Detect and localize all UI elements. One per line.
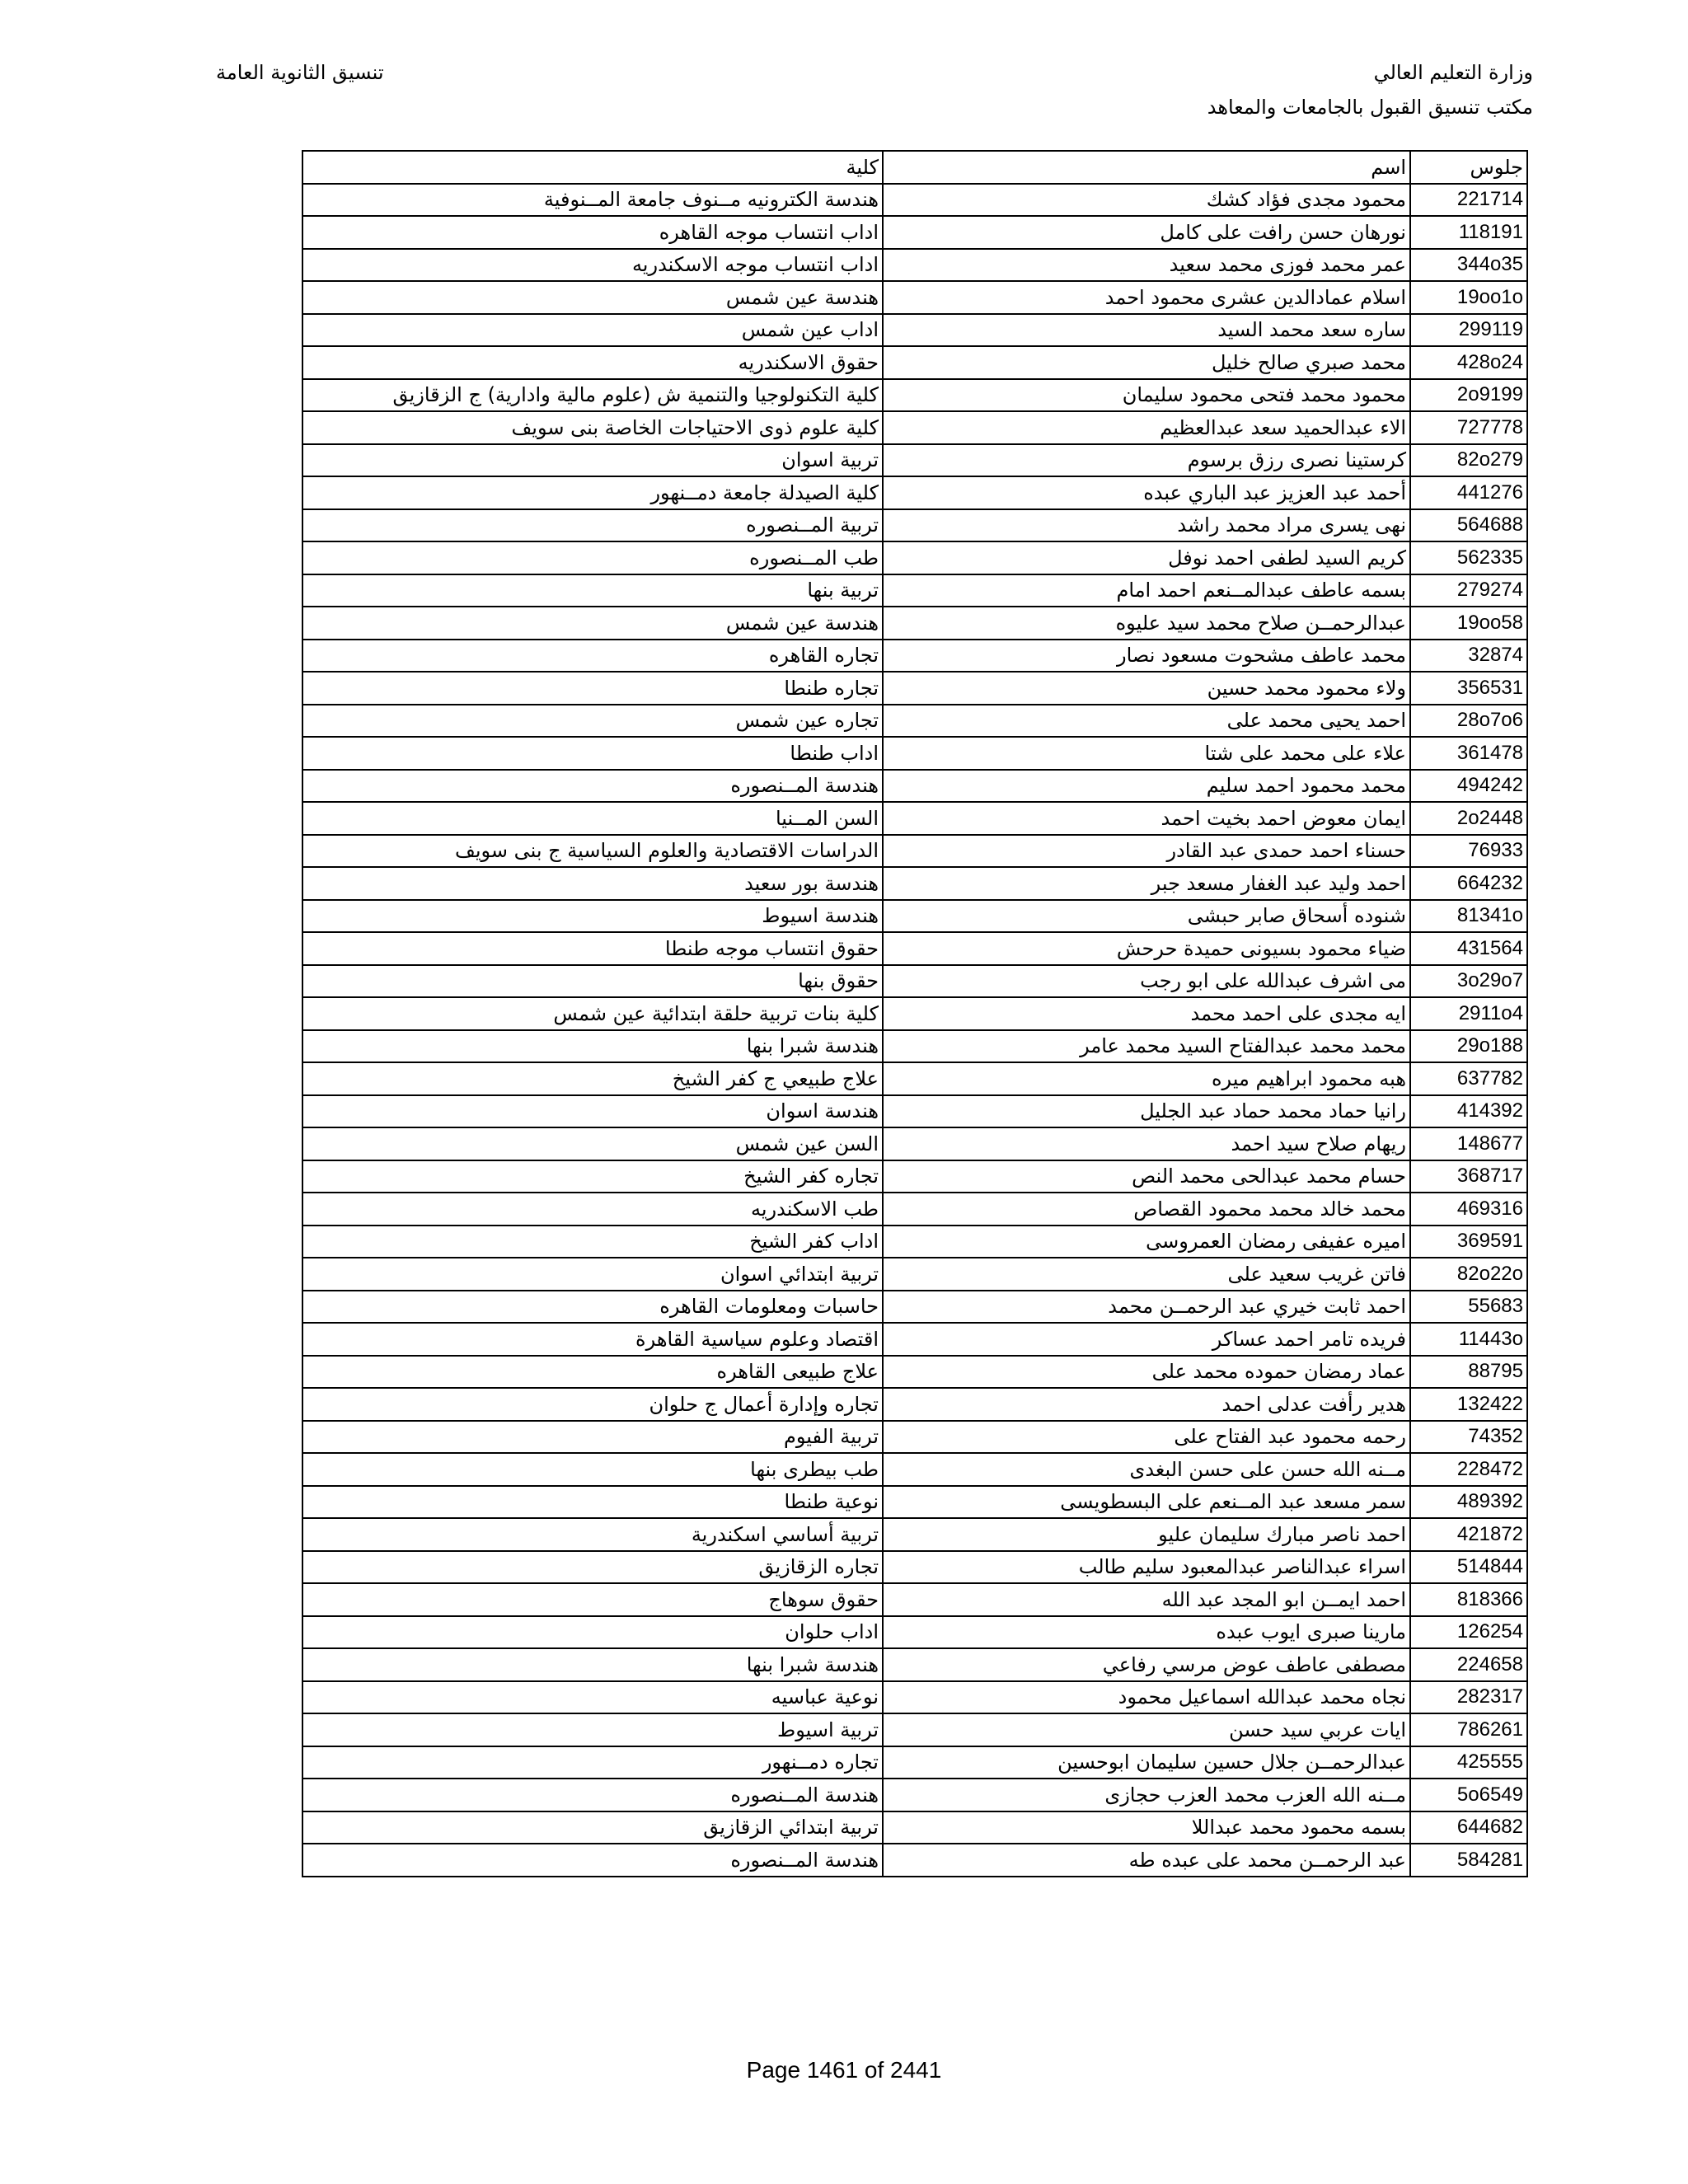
name-cell: سمر مسعد عبد المــنعم على البسطويسى — [883, 1486, 1410, 1519]
table-row — [302, 1486, 1527, 1519]
name-cell: مــنه الله حسن على حسن البغدى — [883, 1453, 1410, 1486]
seat-cell: 441276 — [1410, 476, 1527, 509]
seat-cell: 118191 — [1410, 216, 1527, 249]
table-row — [302, 607, 1527, 640]
college-cell: كلية بنات تربية حلقة ابتدائية عين شمس — [302, 997, 883, 1030]
seat-cell: 126254 — [1410, 1616, 1527, 1649]
seat-cell: 148677 — [1410, 1127, 1527, 1160]
college-cell: تجاره الزقازيق — [302, 1551, 883, 1584]
college-cell: طب المــنصوره — [302, 541, 883, 574]
name-cell: عمر محمد فوزى محمد سعيد — [883, 249, 1410, 282]
table-row — [302, 640, 1527, 673]
college-cell: اداب عين شمس — [302, 314, 883, 347]
seat-cell: 5o6549 — [1410, 1779, 1527, 1811]
seat-cell: 29o188 — [1410, 1030, 1527, 1063]
name-cell: بسمه عاطف عبدالمــنعم احمد امام — [883, 574, 1410, 607]
table-row — [302, 737, 1527, 770]
seat-cell: 368717 — [1410, 1160, 1527, 1193]
name-cell: نورهان حسن رافت على كامل — [883, 216, 1410, 249]
name-cell: محمد صبري صالح خليل — [883, 346, 1410, 379]
name-cell: نجاه محمد عبدالله اسماعيل محمود — [883, 1681, 1410, 1714]
table-row — [302, 379, 1527, 412]
name-cell: محمد عاطف مشحوت مسعود نصار — [883, 640, 1410, 673]
seat-cell: 361478 — [1410, 737, 1527, 770]
college-cell: نوعية طنطا — [302, 1486, 883, 1519]
table-row — [302, 476, 1527, 509]
college-cell: علاج طبيعي ج كفر الشيخ — [302, 1062, 883, 1095]
college-cell: حقوق بنها — [302, 965, 883, 998]
table-row — [302, 867, 1527, 900]
ministry-title: وزارة التعليم العالي — [1373, 61, 1533, 84]
seat-cell: 421872 — [1410, 1518, 1527, 1551]
seat-cell: 228472 — [1410, 1453, 1527, 1486]
college-cell: اداب حلوان — [302, 1616, 883, 1649]
name-cell: حسناء احمد حمدى عبد القادر — [883, 835, 1410, 868]
college-cell: كلية علوم ذوى الاحتياجات الخاصة بنى سويف — [302, 411, 883, 444]
coordination-title: تنسيق الثانوية العامة — [216, 61, 384, 84]
seat-cell: 82o22o — [1410, 1258, 1527, 1291]
table-row — [302, 705, 1527, 738]
seat-cell: 425555 — [1410, 1746, 1527, 1779]
name-cell: فاتن غريب سعيد على — [883, 1258, 1410, 1291]
table-row — [302, 1518, 1527, 1551]
seat-cell: 88795 — [1410, 1356, 1527, 1389]
name-cell: ايه مجدى على احمد محمد — [883, 997, 1410, 1030]
name-cell: ايات عربي سيد حسن — [883, 1713, 1410, 1746]
college-cell: السن المــنيا — [302, 802, 883, 835]
name-column-header: اسم — [883, 151, 1410, 184]
name-cell: اسلام عمادالدين عشرى محمود احمد — [883, 281, 1410, 314]
seat-cell: 279274 — [1410, 574, 1527, 607]
college-cell: حقوق انتساب موجه طنطا — [302, 932, 883, 965]
table-row — [302, 249, 1527, 282]
seat-cell: 469316 — [1410, 1193, 1527, 1226]
name-cell: كرستينا نصرى رزق برسوم — [883, 444, 1410, 477]
table-row — [302, 1160, 1527, 1193]
table-row — [302, 1583, 1527, 1616]
table-row — [302, 1226, 1527, 1258]
seat-cell: 664232 — [1410, 867, 1527, 900]
seat-cell: 2o9199 — [1410, 379, 1527, 412]
name-cell: احمد وليد عبد الغفار مسعد جبر — [883, 867, 1410, 900]
office-title: مكتب تنسيق القبول بالجامعات والمعاهد — [1207, 96, 1533, 119]
seat-cell: 32874 — [1410, 640, 1527, 673]
admissions-table — [302, 150, 1528, 1877]
name-cell: ايمان معوض احمد بخيت احمد — [883, 802, 1410, 835]
seat-cell: 28o7o6 — [1410, 705, 1527, 738]
name-cell: اسراء عبدالناصر عبدالمعبود سليم طالب — [883, 1551, 1410, 1584]
table-row — [302, 802, 1527, 835]
seat-cell: 644682 — [1410, 1811, 1527, 1844]
seat-cell: 2911o4 — [1410, 997, 1527, 1030]
name-cell: ريهام صلاح سيد احمد — [883, 1127, 1410, 1160]
college-cell: هندسة عين شمس — [302, 607, 883, 640]
page-number: Page 1461 of 2441 — [746, 2057, 942, 2083]
college-cell: تجاره القاهره — [302, 640, 883, 673]
college-cell: تجاره دمــنهور — [302, 1746, 883, 1779]
table-row — [302, 900, 1527, 933]
seat-cell: 414392 — [1410, 1095, 1527, 1128]
college-cell: اداب انتساب موجه القاهره — [302, 216, 883, 249]
name-cell: بسمه محمود محمد عبداللا — [883, 1811, 1410, 1844]
seat-cell: 489392 — [1410, 1486, 1527, 1519]
name-cell: أحمد عبد العزيز عبد الباري عبده — [883, 476, 1410, 509]
table-row — [302, 1681, 1527, 1714]
college-cell: تربية الفيوم — [302, 1421, 883, 1454]
name-cell: عبدالرحمــن جلال حسين سليمان ابوحسين — [883, 1746, 1410, 1779]
seat-cell: 514844 — [1410, 1551, 1527, 1584]
college-cell: تجاره كفر الشيخ — [302, 1160, 883, 1193]
college-cell: طب الاسكندريه — [302, 1193, 883, 1226]
college-cell: حقوق الاسكندريه — [302, 346, 883, 379]
seat-cell: 81341o — [1410, 900, 1527, 933]
table-row — [302, 1844, 1527, 1877]
table-row — [302, 574, 1527, 607]
college-cell: هندسة اسوان — [302, 1095, 883, 1128]
table-row — [302, 184, 1527, 217]
seat-cell: 818366 — [1410, 1583, 1527, 1616]
table-row — [302, 314, 1527, 347]
seat-cell: 584281 — [1410, 1844, 1527, 1877]
table-row — [302, 1356, 1527, 1389]
seat-cell: 132422 — [1410, 1388, 1527, 1421]
table-row — [302, 965, 1527, 998]
table-row — [302, 1388, 1527, 1421]
seat-cell: 19oo58 — [1410, 607, 1527, 640]
name-cell: احمد ناصر مبارك سليمان عليو — [883, 1518, 1410, 1551]
seat-cell: 2o2448 — [1410, 802, 1527, 835]
table-row — [302, 1746, 1527, 1779]
table-header-row — [302, 151, 1527, 184]
name-cell: محمد خالد محمد محمود القصاص — [883, 1193, 1410, 1226]
college-cell: نوعية عباسيه — [302, 1681, 883, 1714]
name-cell: عبد الرحمــن محمد على عبده طه — [883, 1844, 1410, 1877]
name-cell: ضياء محمود بسيونى حميدة حرحش — [883, 932, 1410, 965]
college-cell: كلية التكنولوجيا والتنمية ش (علوم مالية وادارية) ج الزقازيق — [302, 379, 883, 412]
seat-cell: 494242 — [1410, 770, 1527, 803]
name-cell: مــنه الله العزب محمد العزب حجازى — [883, 1779, 1410, 1811]
name-cell: الاء عبدالحميد سعد عبدالعظيم — [883, 411, 1410, 444]
name-cell: محمود مجدى فؤاد كشك — [883, 184, 1410, 217]
table-row — [302, 444, 1527, 477]
name-cell: محمد محمود احمد سليم — [883, 770, 1410, 803]
college-cell: تربية اسوان — [302, 444, 883, 477]
college-cell: تربية ابتدائي اسوان — [302, 1258, 883, 1291]
college-cell: هندسة عين شمس — [302, 281, 883, 314]
table-row — [302, 346, 1527, 379]
table-row — [302, 835, 1527, 868]
college-cell: تجاره وإدارة أعمال ج حلوان — [302, 1388, 883, 1421]
name-cell: مارينا صبرى ايوب عبده — [883, 1616, 1410, 1649]
name-cell: علاء على محمد على شتا — [883, 737, 1410, 770]
table-row — [302, 1127, 1527, 1160]
table-row — [302, 1062, 1527, 1095]
name-cell: كريم السيد لطفى احمد نوفل — [883, 541, 1410, 574]
college-cell: تربية ابتدائي الزقازيق — [302, 1811, 883, 1844]
seat-cell: 55683 — [1410, 1291, 1527, 1324]
table-row — [302, 770, 1527, 803]
name-cell: هدير رأفت عدلى احمد — [883, 1388, 1410, 1421]
college-cell: تربية بنها — [302, 574, 883, 607]
college-cell: هندسة شبرا بنها — [302, 1648, 883, 1681]
college-cell: تربية المــنصوره — [302, 509, 883, 542]
table-row — [302, 1323, 1527, 1356]
seat-cell: 82o279 — [1410, 444, 1527, 477]
seat-cell: 431564 — [1410, 932, 1527, 965]
college-cell: هندسة المــنصوره — [302, 770, 883, 803]
college-cell: هندسة بور سعيد — [302, 867, 883, 900]
college-cell: علاج طبيعى القاهره — [302, 1356, 883, 1389]
table-row — [302, 1551, 1527, 1584]
seat-cell: 299119 — [1410, 314, 1527, 347]
table-row — [302, 1616, 1527, 1649]
name-cell: اميره عفيفى رمضان العمروسى — [883, 1226, 1410, 1258]
seat-cell: 637782 — [1410, 1062, 1527, 1095]
college-cell: هندسة شبرا بنها — [302, 1030, 883, 1063]
college-cell: حقوق سوهاج — [302, 1583, 883, 1616]
name-cell: عماد رمضان حموده محمد على — [883, 1356, 1410, 1389]
name-cell: ساره سعد محمد السيد — [883, 314, 1410, 347]
name-cell: احمد يحيى محمد على — [883, 705, 1410, 738]
seat-cell: 3o29o7 — [1410, 965, 1527, 998]
table-row — [302, 997, 1527, 1030]
seat-cell: 11443o — [1410, 1323, 1527, 1356]
college-cell: كلية الصيدلة جامعة دمــنهور — [302, 476, 883, 509]
name-cell: محمد محمد عبدالفتاح السيد محمد عامر — [883, 1030, 1410, 1063]
name-cell: هبه محمود ابراهيم ميره — [883, 1062, 1410, 1095]
table-row — [302, 411, 1527, 444]
seat-cell: 344o35 — [1410, 249, 1527, 282]
name-cell: محمود محمد فتحى محمود سليمان — [883, 379, 1410, 412]
name-cell: رحمه محمود عبد الفتاح على — [883, 1421, 1410, 1454]
college-cell: اداب كفر الشيخ — [302, 1226, 883, 1258]
seat-cell: 221714 — [1410, 184, 1527, 217]
table-row — [302, 1095, 1527, 1128]
seat-cell: 74352 — [1410, 1421, 1527, 1454]
college-cell: السن عين شمس — [302, 1127, 883, 1160]
college-column-header: كلية — [302, 151, 883, 184]
college-cell: اداب انتساب موجه الاسكندريه — [302, 249, 883, 282]
name-cell: شنوده أسحاق صابر حبشى — [883, 900, 1410, 933]
college-cell: حاسبات ومعلومات القاهره — [302, 1291, 883, 1324]
table-row — [302, 1648, 1527, 1681]
table-row — [302, 1421, 1527, 1454]
college-cell: تربية اسيوط — [302, 1713, 883, 1746]
seat-cell: 19oo1o — [1410, 281, 1527, 314]
table-row — [302, 1291, 1527, 1324]
seat-column-header: جلوس — [1410, 151, 1527, 184]
table-row — [302, 1779, 1527, 1811]
seat-cell: 562335 — [1410, 541, 1527, 574]
seat-cell: 428o24 — [1410, 346, 1527, 379]
table-row — [302, 1030, 1527, 1063]
name-cell: فريده تامر احمد عساكر — [883, 1323, 1410, 1356]
name-cell: نهى يسرى مراد محمد راشد — [883, 509, 1410, 542]
table-row — [302, 1713, 1527, 1746]
table-row — [302, 216, 1527, 249]
table-row — [302, 1453, 1527, 1486]
seat-cell: 76933 — [1410, 835, 1527, 868]
college-cell: هندسة اسيوط — [302, 900, 883, 933]
table-row — [302, 1811, 1527, 1844]
college-cell: الدراسات الاقتصادية والعلوم السياسية ج بنى سويف — [302, 835, 883, 868]
name-cell: رانيا حماد محمد حماد عبد الجليل — [883, 1095, 1410, 1128]
seat-cell: 369591 — [1410, 1226, 1527, 1258]
college-cell: اقتصاد وعلوم سياسية القاهرة — [302, 1323, 883, 1356]
table-row — [302, 541, 1527, 574]
college-cell: هندسة المــنصوره — [302, 1844, 883, 1877]
seat-cell: 224658 — [1410, 1648, 1527, 1681]
seat-cell: 282317 — [1410, 1681, 1527, 1714]
college-cell: هندسة الكترونيه مــنوف جامعة المــنوفية — [302, 184, 883, 217]
college-cell: طب بيطرى بنها — [302, 1453, 883, 1486]
name-cell: احمد ايمــن ابو المجد عبد الله — [883, 1583, 1410, 1616]
seat-cell: 564688 — [1410, 509, 1527, 542]
table-row — [302, 672, 1527, 705]
name-cell: مى اشرف عبدالله على ابو رجب — [883, 965, 1410, 998]
table-row — [302, 281, 1527, 314]
table-row — [302, 509, 1527, 542]
seat-cell: 727778 — [1410, 411, 1527, 444]
college-cell: هندسة المــنصوره — [302, 1779, 883, 1811]
college-cell: تربية أساسي اسكندرية — [302, 1518, 883, 1551]
table-row — [302, 932, 1527, 965]
seat-cell: 356531 — [1410, 672, 1527, 705]
name-cell: احمد ثابت خيري عبد الرحمــن محمد — [883, 1291, 1410, 1324]
table-row — [302, 1193, 1527, 1226]
name-cell: ولاء محمود محمد حسين — [883, 672, 1410, 705]
name-cell: عبدالرحمــن صلاح محمد سيد عليوه — [883, 607, 1410, 640]
college-cell: تجاره طنطا — [302, 672, 883, 705]
college-cell: اداب طنطا — [302, 737, 883, 770]
table-row — [302, 1258, 1527, 1291]
college-cell: تجاره عين شمس — [302, 705, 883, 738]
seat-cell: 786261 — [1410, 1713, 1527, 1746]
name-cell: حسام محمد عبدالحى محمد النص — [883, 1160, 1410, 1193]
name-cell: مصطفى عاطف عوض مرسي رفاعي — [883, 1648, 1410, 1681]
